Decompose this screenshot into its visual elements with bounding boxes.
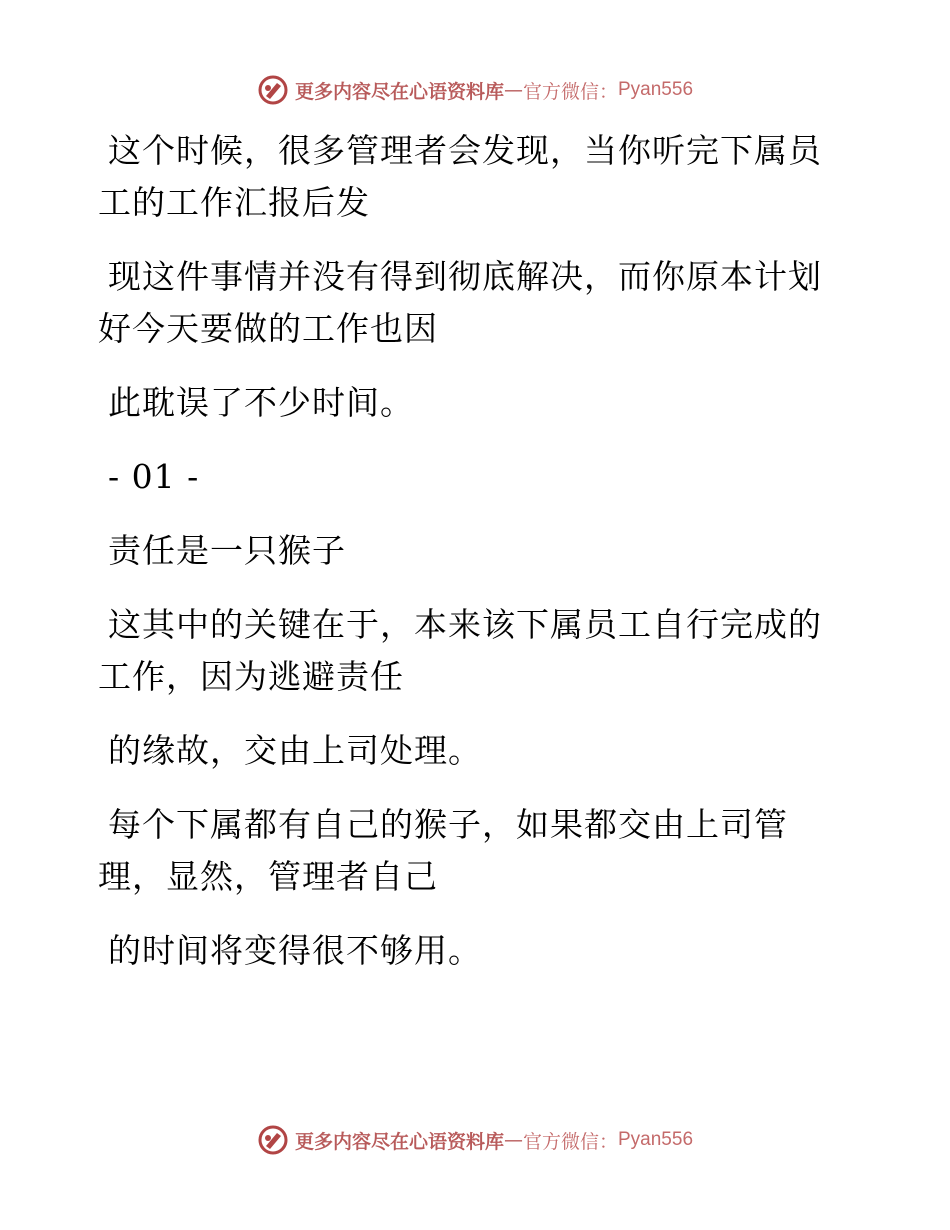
document-body bbox=[98, 125, 838, 999]
paragraph bbox=[98, 599, 838, 703]
header-watermark bbox=[0, 70, 950, 110]
text-line: 责任是一只猴子 bbox=[108, 531, 346, 570]
text-line: 这其中的关键在于，本来该下属员工自行完成的 bbox=[108, 605, 822, 644]
text-line: 好今天要做的工作也因 bbox=[98, 309, 438, 348]
watermark-brand: 更多内容尽在心语资料库 bbox=[294, 80, 504, 103]
watermark-separator: — bbox=[503, 79, 523, 101]
watermark-wechat-label: 官方微信： bbox=[522, 80, 618, 103]
watermark-brand: 更多内容尽在心语资料库 bbox=[294, 1130, 504, 1153]
text-line: 的缘故，交由上司处理。 bbox=[108, 731, 482, 770]
paragraph bbox=[98, 799, 838, 903]
watermark-wechat-label: 官方微信： bbox=[522, 1130, 618, 1153]
footer-watermark bbox=[0, 1120, 950, 1160]
paragraph bbox=[98, 125, 838, 229]
paragraph bbox=[98, 725, 838, 777]
text-line: 工作，因为逃避责任 bbox=[98, 657, 404, 696]
text-line: 此耽误了不少时间。 bbox=[108, 383, 414, 422]
watermark-wechat-id: Pyan556 bbox=[618, 1129, 694, 1150]
text-line: 每个下属都有自己的猴子，如果都交由上司管 bbox=[108, 805, 788, 844]
text-line: 现这件事情并没有得到彻底解决，而你原本计划 bbox=[108, 257, 822, 296]
text-line: 的时间将变得很不够用。 bbox=[108, 931, 482, 970]
paragraph bbox=[98, 925, 838, 977]
paragraph bbox=[98, 377, 838, 429]
section-heading bbox=[98, 525, 838, 577]
brand-logo-icon bbox=[257, 1124, 289, 1156]
text-line: - 01 - bbox=[108, 457, 200, 496]
text-line: 工的工作汇报后发 bbox=[98, 183, 370, 222]
text-line: 理，显然，管理者自己 bbox=[98, 857, 438, 896]
watermark-separator: — bbox=[503, 1129, 523, 1151]
brand-logo-icon bbox=[257, 74, 289, 106]
watermark-wechat-id: Pyan556 bbox=[618, 79, 694, 100]
paragraph bbox=[98, 251, 838, 355]
section-number bbox=[98, 451, 838, 503]
text-line: 这个时候，很多管理者会发现，当你听完下属员 bbox=[108, 131, 822, 170]
